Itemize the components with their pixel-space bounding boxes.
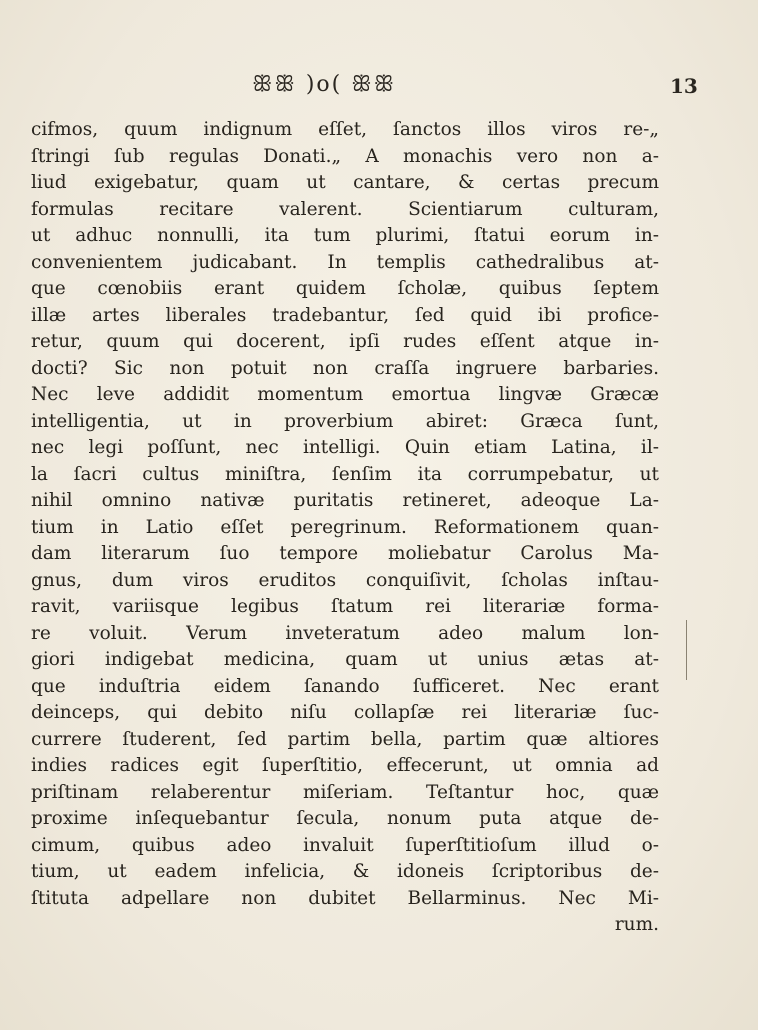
- margin-mark: [686, 620, 687, 680]
- text-line: la ſacri cultus miniſtra, ſenſim ita corrumpebatur, ut: [31, 463, 659, 485]
- text-line: proxime inſequebantur ſecula, nonum puta atque de-: [31, 808, 659, 829]
- text-line: nihil omnino nativæ puritatis retineret, adeoque La-: [31, 490, 659, 511]
- page-header: [0, 72, 758, 106]
- text-line: indies radices egit ſuperſtitio, effecerunt, ut omnia ad: [31, 755, 659, 776]
- text-line: nec legi poſſunt, nec intelligi. Quin etiam Latina, il-: [31, 437, 659, 458]
- text-line: cifmos, quum indignum eſſet, ſanctos illos viros re-„: [31, 119, 659, 140]
- body-text: [31, 117, 659, 939]
- text-line: tium in Latio eſſet peregrinum. Reformationem quan-: [31, 516, 659, 538]
- text-line: que induſtria eidem ſanando ſufficeret. Nec erant: [31, 675, 659, 697]
- text-line: gnus, dum viros eruditos conquiſivit, ſcholas inſtau-: [31, 569, 659, 591]
- text-line: priſtinam relaberentur miſeriam. Teſtantur hoc, quæ: [31, 781, 659, 803]
- text-line-final: rum.: [614, 914, 659, 935]
- text-line: ſtituta adpellare non dubitet Bellarminus. Nec Mi-: [31, 887, 659, 909]
- text-line: re voluit. Verum inveteratum adeo malum lon-: [31, 622, 659, 644]
- text-line: giori indigebat medicina, quam ut unius ætas at-: [31, 649, 659, 670]
- text-line: convenientem judicabant. In templis cathedralibus at-: [31, 251, 659, 273]
- text-line: dam literarum ſuo tempore moliebatur Carolus Ma-: [31, 543, 659, 564]
- text-line: ravit, variisque legibus ſtatum rei literariæ forma-: [31, 596, 659, 617]
- text-line: intelligentia, ut in proverbium abiret: Græca ſunt,: [31, 410, 659, 432]
- text-line: illæ artes liberales tradebantur, ſed quid ibi profice-: [31, 304, 659, 326]
- text-line: formulas recitare valerent. Scientiarum culturam,: [31, 198, 659, 220]
- text-line: cimum, quibus adeo invaluit ſuperſtitioſum illud o-: [31, 834, 659, 856]
- text-line: Nec leve addidit momentum emortua lingvæ Græcæ: [31, 384, 659, 405]
- page-number: 13: [670, 74, 698, 98]
- text-line: liud exigebatur, quam ut cantare, & certas precum: [31, 172, 659, 193]
- text-line: ſtringi ſub regulas Donati.„ A monachis vero non a-: [31, 145, 659, 167]
- text-line: retur, quum qui docerent, ipſi rudes eſſent atque in-: [31, 331, 659, 352]
- text-line: currere ſtuderent, ſed partim bella, partim quæ altiores: [31, 728, 659, 750]
- text-line: ut adhuc nonnulli, ita tum plurimi, ſtatui eorum in-: [31, 225, 659, 246]
- text-line: docti? Sic non potuit non craſſa ingruere barbaries.: [31, 357, 659, 379]
- header-ornament: ꕥꕥ )o( ꕥꕥ: [252, 72, 397, 97]
- text-line: deinceps, qui debito niſu collapſæ rei literariæ ſuc-: [31, 702, 659, 723]
- text-line: que cœnobiis erant quidem ſcholæ, quibus ſeptem: [31, 278, 659, 299]
- text-line: tium, ut eadem infelicia, & idoneis ſcriptoribus de-: [31, 861, 659, 882]
